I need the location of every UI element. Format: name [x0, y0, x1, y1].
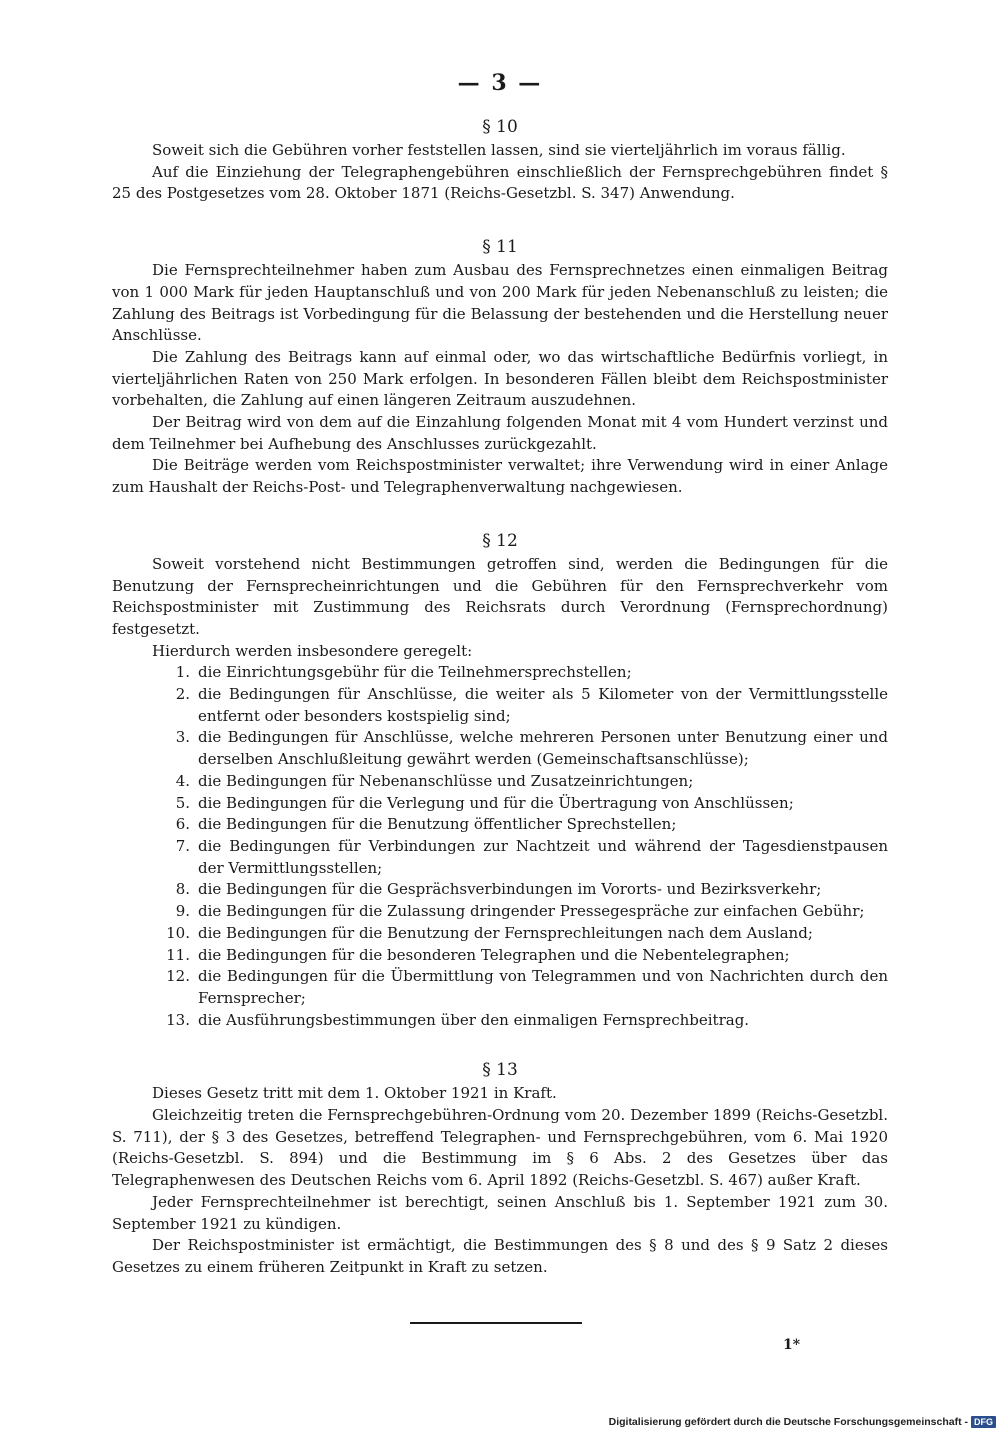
credit-text: Digitalisierung gefördert durch die Deutsche Forschungsgemeinschaft -: [608, 1416, 968, 1428]
list-item-text: die Bedingungen für die Gesprächsverbindungen im Vororts- und Bezirksverkehr;: [198, 880, 822, 899]
list-item-number: 13.: [166, 1010, 190, 1029]
section-title: § 11: [482, 237, 518, 258]
list-item: [112, 727, 888, 770]
list-item-text: die Bedingungen für die Benutzung der Fernsprechleitungen nach dem Ausland;: [198, 923, 813, 942]
list-item-number: 9.: [175, 902, 190, 921]
list-item: [112, 771, 888, 793]
paragraph: Die Zahlung des Beitrags kann auf einmal oder, wo das wirtschaftliche Bedürfnis vorliegt, in vierteljährlichen Raten von 250 Mark erfolgen. In besonderen Fällen bleibt dem Reichspostminister vorbehalten, die Zahlung auf einen längeren Zeitraum auszudehnen.: [112, 347, 888, 410]
paragraph: Gleichzeitig treten die Fernsprechgebühren-Ordnung vom 20. Dezember 1899 (Reichs-Gesetzbl. S. 711), der § 3 des Gesetzes, betreffend Telegraphen- und Fernsprechgebühren, vom 6. Mai 1920 (Reichs-Gesetzbl. S. 894) und die Bestimmung im § 6 Abs. 2 des Gesetzes über das Telegraphenwesen des Deutschen Reichs vom 6. April 1892 (Reichs-Gesetzbl. S. 467) außer Kraft.: [112, 1106, 888, 1190]
list-item: [112, 814, 888, 836]
paragraph: Die Fernsprechteilnehmer haben zum Ausbau des Fernsprechnetzes einen einmaligen Beitrag von 1 000 Mark für jeden Hauptanschluß und von 200 Mark für jeden Nebenanschluß zu leisten; die Zahlung des Beitrags ist Vorbedingung für die Belassung der bestehenden und die Herstellung neuer Anschlüsse.: [112, 261, 888, 345]
list-lead: Hierdurch werden insbesondere geregelt:: [152, 641, 473, 660]
list-item-number: 8.: [175, 880, 190, 899]
section-10: [112, 116, 888, 205]
list-item-text: die Bedingungen für die Verlegung und für die Übertragung von Anschlüssen;: [198, 793, 794, 812]
document-body: [112, 116, 888, 1279]
list-item-text: die Bedingungen für die Benutzung öffentlicher Sprechstellen;: [198, 815, 677, 834]
list-item-number: 1.: [175, 663, 190, 682]
regulation-list: [112, 662, 888, 1031]
list-item-text: die Bedingungen für Verbindungen zur Nachtzeit und während der Tagesdienstpausen der Vermittlungsstellen;: [198, 836, 888, 877]
page-number: — 3 —: [457, 70, 543, 96]
list-item: [112, 684, 888, 727]
list-item-text: die Bedingungen für Nebenanschlüsse und Zusatzeinrichtungen;: [198, 771, 694, 790]
list-item-number: 3.: [175, 728, 190, 747]
list-item-number: 10.: [166, 923, 190, 942]
list-item-text: die Bedingungen für die Übermittlung von Telegrammen und von Nachrichten durch den Fernsprecher;: [198, 967, 888, 1007]
section-12: [112, 530, 888, 1031]
list-item-text: die Ausführungsbestimmungen über den einmaligen Fernsprechbeitrag.: [198, 1010, 750, 1029]
paragraph: Jeder Fernsprechteilnehmer ist berechtigt, seinen Anschluß bis 1. September 1921 zum 30. September 1921 zu kündigen.: [112, 1192, 888, 1233]
list-item-number: 2.: [175, 685, 190, 704]
signature-mark: 1*: [783, 1337, 801, 1353]
list-item-number: 11.: [166, 945, 190, 964]
section-title: § 10: [482, 117, 518, 137]
list-item-text: die Bedingungen für Anschlüsse, welche mehreren Personen unter Benutzung einer und derselben Anschlußleitung gewährt werden (Gemeinschaftsanschlüsse);: [198, 728, 888, 769]
list-item-text: die Einrichtungsgebühr für die Teilnehmersprechstellen;: [198, 663, 632, 682]
paragraph: Der Beitrag wird von dem auf die Einzahlung folgenden Monat mit 4 vom Hundert verzinst und dem Teilnehmer bei Aufhebung des Anschlusses zurückgezahlt.: [112, 413, 888, 453]
list-item-number: 7.: [175, 836, 190, 855]
paragraph: Soweit sich die Gebühren vorher feststellen lassen, sind sie vierteljährlich im voraus fällig.: [152, 141, 846, 159]
section-11: [112, 236, 888, 499]
section-13: [112, 1059, 888, 1278]
dfg-logo: DFG: [971, 1416, 996, 1428]
list-item: [112, 945, 888, 967]
footer-rule: [410, 1322, 582, 1324]
paragraph: Der Reichspostminister ist ermächtigt, die Bestimmungen des § 8 und des § 9 Satz 2 dieses Gesetzes zu einem früheren Zeitpunkt in Kraft zu setzen.: [112, 1236, 888, 1276]
list-item: [112, 901, 888, 923]
list-item: [112, 836, 888, 879]
paragraph: Die Beiträge werden vom Reichspostminister verwaltet; ihre Verwendung wird in einer Anlage zum Haushalt der Reichs-Post- und Telegraphenverwaltung nachgewiesen.: [112, 456, 888, 497]
list-item-text: die Bedingungen für die Zulassung dringender Pressegespräche zur einfachen Gebühr;: [198, 902, 865, 921]
list-item-number: 6.: [175, 815, 190, 834]
section-title: § 13: [482, 1060, 518, 1081]
list-item-number: 5.: [175, 793, 190, 812]
paragraph: Dieses Gesetz tritt mit dem 1. Oktober 1921 in Kraft.: [152, 1084, 557, 1103]
list-item-text: die Bedingungen für die besonderen Telegraphen und die Nebentelegraphen;: [198, 945, 790, 964]
list-item: [112, 879, 888, 901]
list-item: [112, 793, 888, 815]
list-item: [112, 923, 888, 945]
list-item-text: die Bedingungen für Anschlüsse, die weiter als 5 Kilometer von der Vermittlungsstelle entfernt oder besonders kostspielig sind;: [198, 685, 888, 725]
list-item-number: 4.: [175, 771, 190, 790]
paragraph: Soweit vorstehend nicht Bestimmungen getroffen sind, werden die Bedingungen für die Benutzung der Fernsprecheinrichtungen und die Gebühren für den Fernsprechverkehr vom Reichspostminister mit Zustimmung des Reichsrats durch Verordnung (Fernsprechordnung) festgesetzt.: [112, 554, 888, 638]
list-item-number: 12.: [166, 967, 190, 986]
list-item: [112, 662, 888, 684]
section-title: § 12: [482, 530, 518, 551]
digitization-credit: [609, 1416, 996, 1428]
paragraph: Auf die Einziehung der Telegraphengebühren einschließlich der Fernsprechgebühren findet § 25 des Postgesetzes vom 28. Oktober 1871 (Reichs-Gesetzbl. S. 347) Anwendung.: [112, 162, 888, 203]
list-item: [112, 966, 888, 1009]
list-item: [112, 1010, 888, 1032]
